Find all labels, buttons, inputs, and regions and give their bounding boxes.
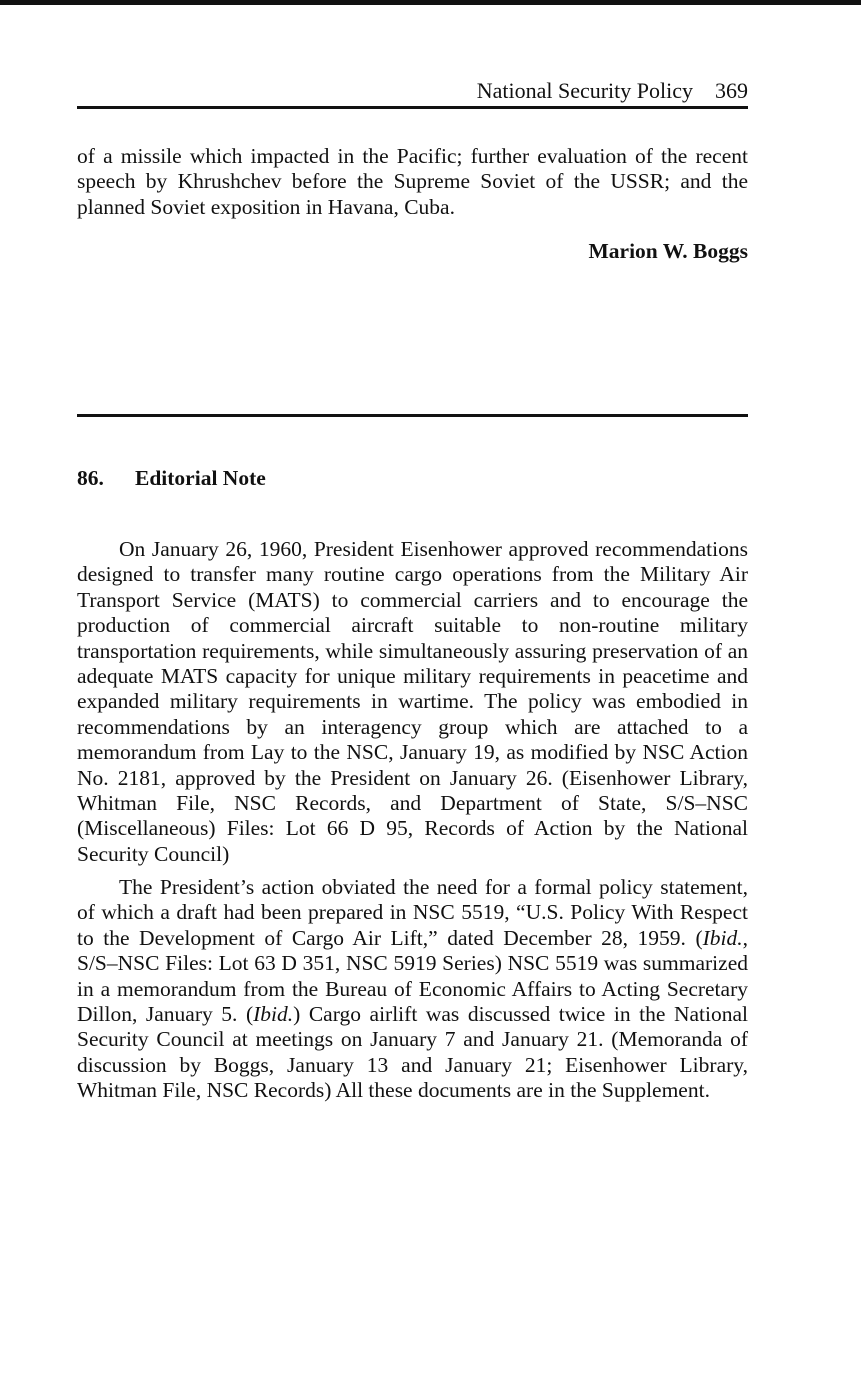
paragraph2-text-1: The President’s action obviated the need for a formal policy statement, of which a draft had been prepared in NSC 5519, “U.S. Policy With Respect to the Development of Cargo Air Lift,” dated December 28, 1959. ( [77,875,748,950]
editorial-paragraph-1: On January 26, 1960, President Eisenhower approved recommendations designed to transfer many routine cargo operations from the Military Air Transport Service (MATS) to commercial carriers and to encourage the production of commercial aircraft suitable to non-routine military transportation requirements, while simultaneously assuring preservation of an adequate MATS capacity for unique military requirements in peacetime and expanded military requirements in wartime. The policy was embodied in recommendations by an interagency group which are attached to a memorandum from Lay to the NSC, January 19, as modified by NSC Action No. 2181, approved by the President on January 26. (Eisenhower Library, Whitman File, NSC Records, and Department of State, S/S–NSC (Miscellaneous) Files: Lot 66 D 95, Records of Action by the National Security Council) [77,537,748,866]
page-number: 369 [715,78,748,103]
running-header [77,76,748,106]
paragraph2-text-3: ) Cargo airlift was discussed twice in the National Security Council at meetings on January 7 and January 21. (Memoranda of discussion by Boggs, January 13 and January 21; Eisenhower Library, Whitman File, NSC Records) All these documents are in the Supplement. [77,1002,748,1103]
ibid-citation-2: Ibid. [253,1002,294,1027]
section-divider-rule [77,414,748,417]
editorial-paragraph-2 [77,875,748,1104]
signature: Marion W. Boggs [588,239,748,263]
scan-top-edge [0,0,861,5]
paragraph2-text-2: , S/S–NSC Files: Lot 63 D 351, NSC 5919 Series) NSC 5519 was summarized in a memorandum from the Bureau of Economic Affairs to Acting Secretary Dillon, January 5. ( [77,925,748,1027]
continuation-paragraph: of a missile which impacted in the Pacific; further evaluation of the recent speech by Khrushchev before the Supreme Soviet of the USSR; and the planned Soviet exposition in Havana, Cuba. [77,144,748,219]
running-title: National Security Policy [476,78,693,103]
section-heading [77,464,266,492]
ibid-citation-1: Ibid. [702,925,743,950]
section-title: Editorial Note [135,466,266,490]
section-number: 86. [77,466,104,490]
header-rule [77,106,748,109]
